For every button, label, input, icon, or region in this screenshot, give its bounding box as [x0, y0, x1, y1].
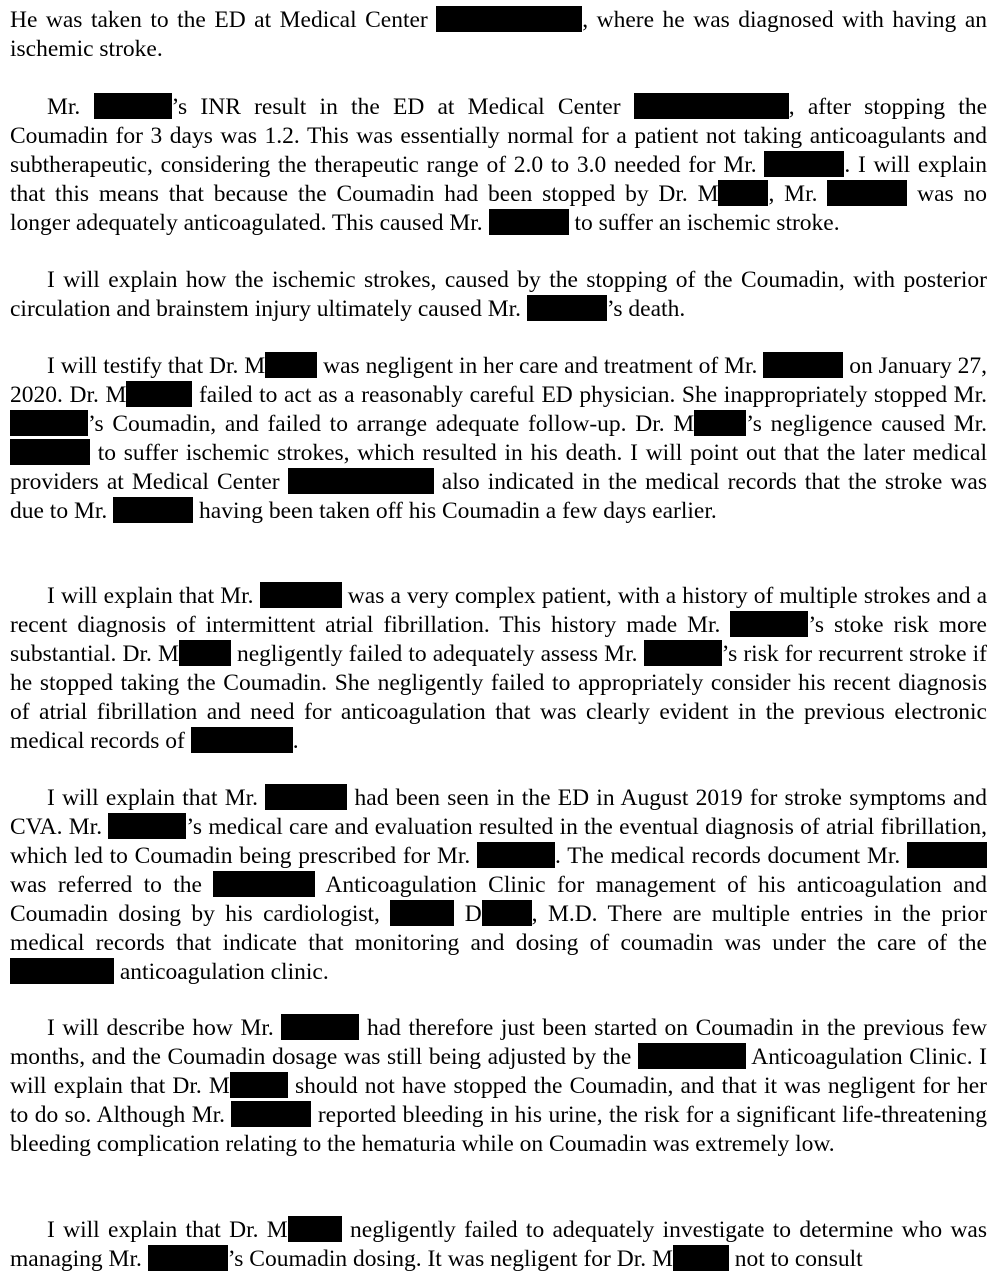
text-segment: should not have stopped the Coumadin, and that it was negligent for her to do so. Although Mr.: [10, 1073, 987, 1128]
text-segment: had been seen in the ED in August 2019 for stroke symptoms and CVA. Mr.: [10, 785, 987, 840]
redaction-box: [827, 180, 907, 206]
text-segment: on January 27, 2020. Dr. M: [10, 353, 987, 408]
redaction-box: [638, 1043, 746, 1069]
paragraph-2: [10, 93, 987, 238]
redaction-box: [10, 439, 90, 465]
text-segment: was a very complex patient, with a history of multiple strokes and a recent diagnosis of intermittent atrial fibrillation. This history made Mr.: [10, 583, 988, 638]
text-segment: to suffer an ischemic stroke.: [568, 210, 840, 236]
redaction-box: [260, 582, 342, 608]
text-segment: ’s Coumadin, and failed to arrange adequate follow-up. Dr. M: [88, 411, 695, 437]
redaction-box: [482, 900, 532, 926]
text-segment: ’s risk for recurrent stroke if he stopped taking the Coumadin. She negligently failed to appropriately consider his recent diagnosis of atrial fibrillation and need for anticoagulation that was clearly evident in the previous electronic medical records of: [10, 641, 987, 754]
redaction-box: [231, 1101, 311, 1127]
text-segment: was negligent in her care and treatment of Mr.: [317, 353, 764, 379]
text-segment: D: [454, 901, 482, 927]
paragraph-7: [10, 1014, 987, 1159]
text-segment: I will explain how the ischemic strokes, caused by the stopping of the Coumadin, with posterior circulation and brainstem injury ultimately caused Mr.: [10, 267, 987, 322]
redaction-box: [634, 93, 789, 119]
redaction-box: [673, 1245, 729, 1271]
text-segment: I will testify that Dr. M: [47, 353, 266, 379]
text-segment: failed to act as a reasonably careful ED physician. She inappropriately stopped Mr.: [192, 382, 987, 408]
text-segment: had therefore just been started on Coumadin in the previous few months, and the Coumadin dosage was still being adjusted by the: [10, 1015, 987, 1070]
redaction-box: [436, 6, 582, 32]
text-segment: , M.D. There are multiple entries in the prior medical records that indicate that monitoring and dosing of coumadin was under the care of the: [10, 901, 987, 956]
redaction-box: [148, 1245, 228, 1271]
text-segment: was no longer adequately anticoagulated. This caused Mr.: [10, 181, 988, 236]
redaction-box: [644, 640, 722, 666]
text-segment: . I will explain that this means that because the Coumadin had been stopped by Dr. M: [10, 152, 987, 207]
redaction-box: [265, 784, 347, 810]
text-segment: I will explain that Mr.: [47, 583, 260, 609]
paragraph-1: [10, 6, 987, 64]
text-segment: I will describe how Mr.: [47, 1015, 282, 1041]
text-segment: , Mr.: [768, 181, 828, 207]
text-segment: I will explain that Dr. M: [47, 1217, 288, 1243]
redaction-box: [113, 497, 193, 523]
text-segment: reported bleeding in his urine, the risk for a significant life-threatening bleeding complication relating to the hematuria while on Coumadin was extremely low.: [10, 1102, 987, 1157]
redaction-box: [10, 958, 114, 984]
text-segment: was referred to the: [10, 872, 214, 898]
redaction-box: [213, 871, 315, 897]
redaction-box: [907, 842, 987, 868]
text-segment: Anticoagulation Clinic. I will explain that Dr. M: [10, 1044, 987, 1099]
redaction-box: [108, 813, 186, 839]
text-segment: He was taken to the ED at Medical Center: [10, 7, 437, 33]
redaction-box: [527, 295, 607, 321]
text-segment: , where he was diagnosed with having an ischemic stroke.: [10, 7, 987, 62]
redaction-box: [230, 1072, 288, 1098]
text-segment: ’s Coumadin dosing. It was negligent for Dr. M: [227, 1246, 673, 1272]
redaction-box: [94, 93, 172, 119]
redaction-box: [730, 611, 808, 637]
text-segment: Anticoagulation Clinic for management of his anticoagulation and Coumadin dosing by his cardiologist,: [10, 872, 987, 927]
text-segment: I will explain that Mr.: [47, 785, 266, 811]
text-segment: ’s stoke risk more substantial. Dr. M: [10, 612, 987, 667]
redaction-box: [764, 151, 844, 177]
redaction-box: [179, 640, 231, 666]
text-segment: negligently failed to adequately investigate to determine who was managing Mr.: [10, 1217, 987, 1272]
text-segment: to suffer ischemic strokes, which resulted in his death. I will point out that the later medical providers at Medical Center: [10, 440, 987, 495]
redaction-box: [477, 842, 555, 868]
text-segment: . The medical records document Mr.: [555, 843, 907, 869]
text-segment: anticoagulation clinic.: [114, 959, 329, 985]
text-segment: ’s negligence caused Mr.: [746, 411, 987, 437]
redaction-box: [718, 180, 768, 206]
redaction-box: [191, 727, 293, 753]
paragraph-5: [10, 582, 987, 756]
text-segment: negligently failed to adequately assess Mr.: [230, 641, 644, 667]
paragraph-4: [10, 352, 987, 526]
redaction-box: [390, 900, 454, 926]
redaction-box: [763, 352, 843, 378]
redaction-box: [10, 410, 88, 436]
text-segment: not to consult: [728, 1246, 863, 1272]
text-segment: also indicated in the medical records that the stroke was due to Mr.: [10, 469, 987, 524]
text-segment: .: [292, 728, 299, 754]
text-segment: , after stopping the Coumadin for 3 days was 1.2. This was essentially normal for a patient not taking anticoagulants and subtherapeutic, considering the therapeutic range of 2.0 to 3.0 needed for Mr.: [10, 94, 987, 178]
paragraph-8: [10, 1216, 987, 1274]
redaction-box: [288, 1216, 342, 1242]
text-segment: ’s medical care and evaluation resulted in the eventual diagnosis of atrial fibrillation, which led to Coumadin being prescribed for Mr.: [10, 814, 987, 869]
redaction-box: [694, 410, 746, 436]
paragraph-6: [10, 784, 987, 987]
paragraph-3: [10, 266, 987, 324]
text-segment: ’s death.: [606, 296, 686, 322]
text-segment: Mr.: [47, 94, 94, 120]
text-segment: ’s INR result in the ED at Medical Center: [171, 94, 634, 120]
redaction-box: [288, 468, 434, 494]
redaction-box: [126, 381, 192, 407]
text-segment: having been taken off his Coumadin a few days earlier.: [193, 498, 717, 524]
redaction-box: [489, 209, 569, 235]
redaction-box: [281, 1014, 359, 1040]
redaction-box: [265, 352, 317, 378]
